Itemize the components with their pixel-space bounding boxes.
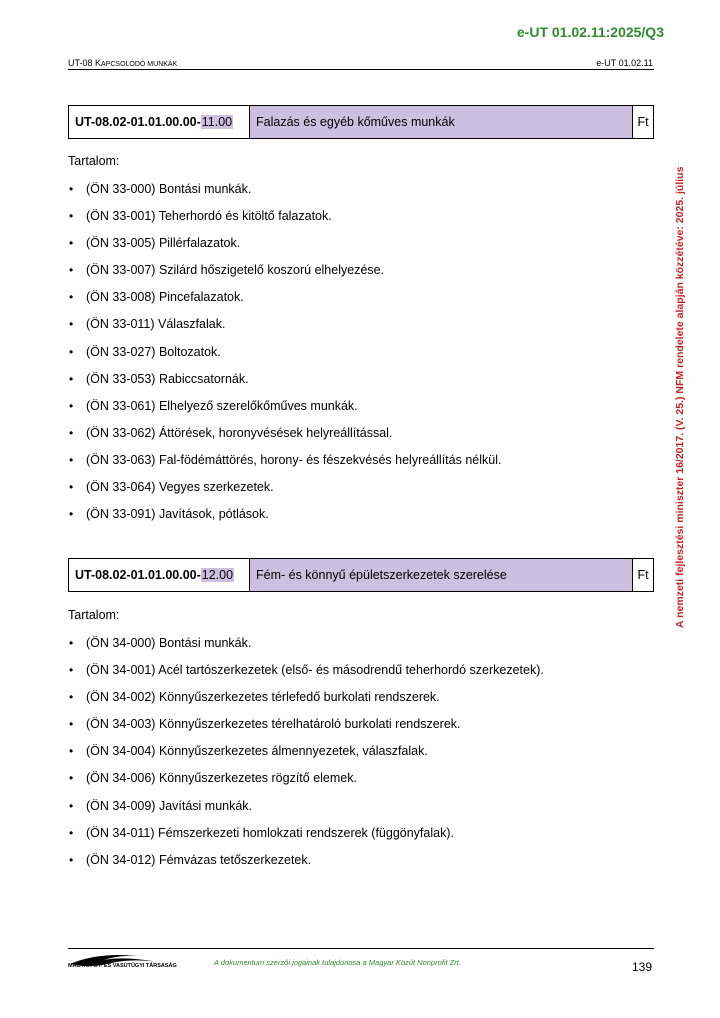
bullet-icon: • bbox=[69, 507, 74, 522]
company-logo-icon bbox=[68, 950, 160, 974]
bullet-icon: • bbox=[69, 852, 74, 867]
bullet-icon: • bbox=[69, 425, 74, 440]
list-item bbox=[68, 798, 544, 825]
list-item bbox=[68, 344, 501, 371]
item-unit-cell: Ft bbox=[637, 568, 649, 582]
bullet-icon: • bbox=[69, 263, 74, 278]
contents-label: Tartalom: bbox=[68, 608, 120, 622]
list-item bbox=[68, 852, 544, 879]
list-item-text: (ÖN 33-062) Áttörések, horonyvésések helyreállítással. bbox=[86, 425, 393, 440]
list-item-text: (ÖN 33-053) Rabiccsatornák. bbox=[86, 371, 249, 386]
bullet-icon: • bbox=[69, 182, 74, 196]
item-code-cell bbox=[69, 559, 250, 591]
bullet-icon: • bbox=[69, 209, 74, 224]
bullet-icon: • bbox=[69, 690, 74, 705]
company-logo-text: MAGYAR ÚT- ÉS VASÚTÜGYI TÁRSASÁG bbox=[68, 963, 177, 969]
list-item bbox=[68, 425, 501, 452]
list-item-text: (ÖN 34-000) Bontási munkák. bbox=[86, 636, 252, 650]
bullet-icon: • bbox=[69, 371, 74, 386]
list-item-text: (ÖN 34-011) Fémszerkezeti homlokzati rendszerek (függönyfalak). bbox=[86, 825, 454, 840]
list-item-text: (ÖN 33-091) Javítások, pótlások. bbox=[86, 507, 269, 522]
running-header-right: e-UT 01.02.11 bbox=[596, 58, 653, 68]
list-item bbox=[68, 479, 501, 506]
list-item bbox=[68, 825, 544, 852]
list-item bbox=[68, 506, 501, 533]
list-item-text: (ÖN 33-063) Fal-födémáttörés, horony- és fészekvésés helyreállítás nélkül. bbox=[86, 452, 502, 467]
document-code: e-UT 01.02.11:2025/Q3 bbox=[516, 24, 664, 40]
copyright-notice: A dokumentum szerzői jogainak tulajdonosa a Magyar Közút Nonprofit Zrt. bbox=[214, 958, 461, 967]
item-header-table bbox=[68, 558, 654, 592]
list-item bbox=[68, 181, 501, 208]
list-item bbox=[68, 316, 501, 343]
list-item-text: (ÖN 33-011) Válaszfalak. bbox=[86, 317, 226, 332]
list-item bbox=[68, 662, 544, 689]
list-item-text: (ÖN 34-002) Könnyűszerkezetes térlefedő burkolati rendszerek. bbox=[86, 690, 440, 705]
list-item bbox=[68, 689, 544, 716]
list-item bbox=[68, 262, 501, 289]
list-item bbox=[68, 452, 501, 479]
running-header-left bbox=[68, 58, 177, 68]
running-header-prefix: UT-08 K bbox=[68, 58, 102, 68]
item-unit-cell: Ft bbox=[637, 115, 649, 129]
bullet-icon: • bbox=[69, 236, 74, 251]
bullet-icon: • bbox=[69, 452, 74, 467]
footer-divider bbox=[68, 948, 654, 949]
list-item-text: (ÖN 34-003) Könnyűszerkezetes térelhatároló burkolati rendszerek. bbox=[86, 717, 461, 732]
list-item bbox=[68, 235, 501, 262]
bullet-icon: • bbox=[69, 480, 74, 495]
contents-list bbox=[68, 635, 544, 879]
item-code-suffix: 11.00 bbox=[201, 115, 233, 129]
bullet-icon: • bbox=[69, 636, 74, 650]
bullet-icon: • bbox=[69, 398, 74, 413]
list-item bbox=[68, 770, 544, 797]
list-item-text: (ÖN 34-009) Javítási munkák. bbox=[86, 798, 253, 813]
list-item-text: (ÖN 33-007) Szilárd hőszigetelő koszorú elhelyezése. bbox=[86, 263, 385, 278]
list-item bbox=[68, 716, 544, 743]
page-number: 139 bbox=[631, 960, 652, 974]
running-header-smallcaps: APCSOLÓDÓ MUNKÁK bbox=[101, 61, 178, 68]
list-item-text: (ÖN 33-061) Elhelyező szerelőkőműves munkák. bbox=[86, 398, 358, 413]
item-title-cell: Falazás és egyéb kőműves munkák bbox=[250, 106, 633, 138]
bullet-icon: • bbox=[69, 825, 74, 840]
publication-side-note: A nemzeti fejlesztési miniszter 16/2017. (V. 25.) NFM rendelete alapján közzétéve: 2025. július bbox=[674, 166, 686, 628]
item-code-cell bbox=[69, 106, 250, 138]
list-item bbox=[68, 398, 501, 425]
item-title-cell: Fém- és könnyű épületszerkezetek szerelése bbox=[250, 559, 633, 591]
list-item-text: (ÖN 33-008) Pincefalazatok. bbox=[86, 290, 244, 305]
bullet-icon: • bbox=[69, 798, 74, 813]
item-code-suffix: 12.00 bbox=[201, 568, 234, 582]
list-item-text: (ÖN 33-027) Boltozatok. bbox=[86, 344, 221, 359]
list-item bbox=[68, 635, 544, 662]
bullet-icon: • bbox=[69, 663, 74, 678]
bullet-icon: • bbox=[69, 290, 74, 305]
item-code-prefix: UT-08.02-01.01.00.00- bbox=[75, 568, 201, 582]
header-divider bbox=[68, 69, 654, 70]
bullet-icon: • bbox=[69, 317, 74, 332]
list-item-text: (ÖN 34-006) Könnyűszerkezetes rögzítő elemek. bbox=[86, 771, 357, 786]
list-item-text: (ÖN 34-012) Fémvázas tetőszerkezetek. bbox=[86, 852, 312, 867]
contents-label: Tartalom: bbox=[68, 154, 120, 168]
bullet-icon: • bbox=[69, 344, 74, 359]
bullet-icon: • bbox=[69, 744, 74, 759]
list-item bbox=[68, 289, 501, 316]
list-item bbox=[68, 371, 501, 398]
list-item-text: (ÖN 34-001) Acél tartószerkezetek (első- és másodrendű teherhordó szerkezetek). bbox=[86, 663, 544, 678]
list-item-text: (ÖN 33-000) Bontási munkák. bbox=[86, 182, 252, 196]
bullet-icon: • bbox=[69, 771, 74, 786]
bullet-icon: • bbox=[69, 717, 74, 732]
list-item bbox=[68, 208, 501, 235]
item-header-table bbox=[68, 105, 654, 139]
list-item-text: (ÖN 33-001) Teherhordó és kitöltő falazatok. bbox=[86, 209, 332, 224]
list-item-text: (ÖN 33-005) Pillérfalazatok. bbox=[86, 236, 241, 251]
list-item-text: (ÖN 34-004) Könnyűszerkezetes álmennyezetek, válaszfalak. bbox=[86, 744, 428, 759]
list-item bbox=[68, 743, 544, 770]
list-item-text: (ÖN 33-064) Vegyes szerkezetek. bbox=[86, 480, 274, 495]
contents-list bbox=[68, 181, 501, 533]
item-code-prefix: UT-08.02-01.01.00.00- bbox=[75, 115, 201, 129]
